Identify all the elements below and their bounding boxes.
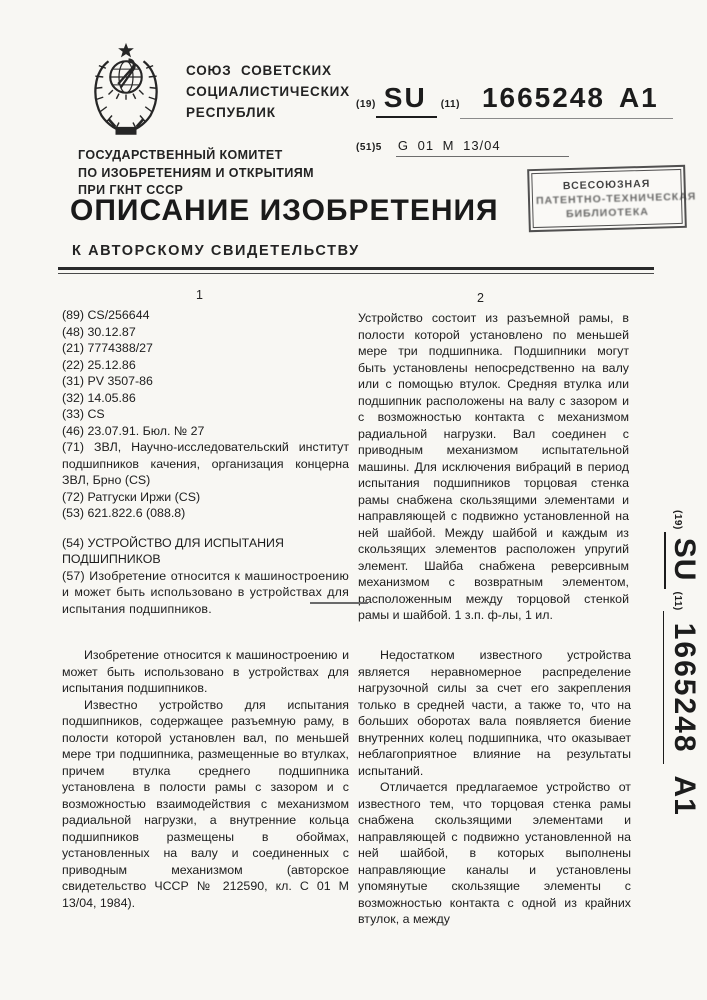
country-code-label: (19) (672, 510, 683, 530)
kind-code: A1 (618, 82, 659, 113)
committee-line: ПРИ ГКНТ СССР (78, 183, 184, 197)
ipc-label: (51)5 (356, 142, 382, 153)
description-paragraph: Отличается предлагаемое устройство от известного тем, что торцовая стенка рамы снабжена скользящими элементами и направляющей с подвижно установленной на ней шайбой, в которых выполнены направляющие каналы и установлены упомянутые скользящие элементы с возможностью контакта с одной из крайних втулок, а между (358, 780, 631, 926)
publication-number-label: (11) (440, 99, 460, 110)
publication-number-digits: 1665248 (481, 82, 605, 113)
biblio-entry-89: (89) CS/256644 (62, 308, 150, 322)
star-shape (118, 43, 134, 58)
country-line: РЕСПУБЛИК (186, 105, 276, 120)
country-line: СОЮЗ СОВЕТСКИХ (186, 63, 332, 78)
ussr-emblem-icon (82, 42, 170, 140)
committee-block (78, 147, 314, 200)
spacer (62, 522, 349, 535)
abstract-column (358, 310, 629, 624)
kind-code: A1 (668, 775, 701, 816)
country-code-value: SU (376, 82, 437, 118)
biblio-entry-72-inventor: (72) Ратгуски Иржи (CS) (62, 489, 201, 504)
section-divider (310, 602, 368, 604)
country-line: СОЦИАЛИСТИЧЕСКИХ (186, 84, 350, 99)
ipc-value: G 01 M 13/04 (396, 138, 569, 157)
abstract-body: Устройство состоит из разъемной рамы, в полости которой установлено по меньшей мере три подшипника. Подшипники могут быть установлены непосредственно на валу или с помощью втулок. Средняя втулка или подшипник расположены на валу с зазором и с возможностью контакта с механизмом радиальной нагрузки. Вал соединен с приводным механизмом испытательной машины. Для исключения вибраций в период испытания подшипников торцовая стенка рамы снабжена скользящими элементами и направляющей с подвижно установленной на ней шайбой. Между шайбой и каждым из скользящих элементов расположен упругий элемент. Шайба снабжена реверсивным механизмом с возвратным элементом, расположенным между торцовой стенкой рамы и шайбой. 1 з.п. ф-лы, 1 ил. (358, 311, 629, 622)
divider-rule-thin (58, 273, 654, 274)
divider-rule-thick (58, 267, 654, 270)
margin-document-id-vertical (635, 510, 701, 816)
description-paragraph: Изобретение относится к машиностроению и может быть использовано в устройствах для испытания подшипников. (62, 648, 349, 695)
stamp-line: ВСЕСОЮЗНАЯ (562, 177, 651, 193)
country-name-block (186, 60, 350, 123)
description-left-column (62, 647, 349, 911)
stamp-line: БИБЛИОТЕКА (565, 205, 649, 221)
invention-title: (54) УСТРОЙСТВО ДЛЯ ИСПЫТАНИЯ ПОДШИПНИКОВ (62, 535, 284, 566)
publication-number-label: (11) (672, 591, 683, 611)
country-code-value: SU (664, 532, 701, 590)
biblio-entry-53-udc: (53) 621.822.6 (088.8) (62, 506, 186, 520)
country-code-label: (19) (356, 99, 376, 110)
committee-line: ПО ИЗОБРЕТЕНИЯМ И ОТКРЫТИЯМ (78, 165, 314, 180)
abstract-intro: (57) Изобретение относится к машиностроению и может быть использовано в устройствах для испытания подшипников. (62, 568, 349, 616)
publication-number (460, 82, 673, 119)
column-number-left: 1 (196, 288, 203, 302)
biblio-entry-48: (48) 30.12.87 (62, 324, 136, 339)
column-number-right: 2 (477, 291, 484, 305)
biblio-entry-33: (33) CS (62, 407, 105, 421)
library-stamp (527, 165, 697, 232)
biblio-entry-32: (32) 14.05.86 (62, 390, 136, 405)
document-id (356, 82, 673, 119)
page-subtitle: К АВТОРСКОМУ СВИДЕТЕЛЬСТВУ (72, 243, 360, 259)
page-title: ОПИСАНИЕ ИЗОБРЕТЕНИЯ (70, 194, 499, 227)
biblio-entry-22: (22) 25.12.86 (62, 357, 136, 372)
library-stamp-inner-border (531, 169, 697, 228)
ipc-classification (356, 138, 569, 157)
stamp-line: ПАТЕНТНО-ТЕХНИЧЕСКАЯ (535, 190, 697, 207)
description-right-column (358, 647, 631, 928)
committee-line: ГОСУДАРСТВЕННЫЙ КОМИТЕТ (78, 148, 283, 162)
bibliography-column (62, 307, 349, 617)
description-paragraph: Известно устройство для испытания подшипников, содержащее разъемную раму, в полости которой установлен вал, по меньшей мере три подшипника, размещенные во втулках, причем втулка среднего подшипника установлена в полости рамы с зазором и с возможностью взаимодействия с механизмом радиальной нагрузки, а внутренние кольца подшипников размещены в обоймах, установленных на валу и соединенных с приводным механизмом (авторское свидетельство ЧССР № 212590, кл. С 01 М 13/04, 1984). (62, 697, 349, 910)
publication-number: 1665248 (663, 611, 701, 764)
biblio-entry-21: (21) 7774388/27 (62, 341, 153, 355)
biblio-entry-71-applicant: (71) ЗВЛ, Научно-исследовательский институт подшипников качения, организация концерна ЗВЛ, Брно (CS) (62, 440, 349, 487)
biblio-entry-31: (31) PV 3507-86 (62, 374, 153, 388)
biblio-entry-46: (46) 23.07.91. Бюл. № 27 (62, 423, 205, 438)
description-paragraph: Недостатком известного устройства является неравномерное распределение нагрузочной силы за счет его закрепления только в средней части, а также то, что на больших оборотах вала появляется биение внутренних колец подшипника, что оказывает неблагоприятное влияние на результаты испытаний. (358, 648, 631, 778)
